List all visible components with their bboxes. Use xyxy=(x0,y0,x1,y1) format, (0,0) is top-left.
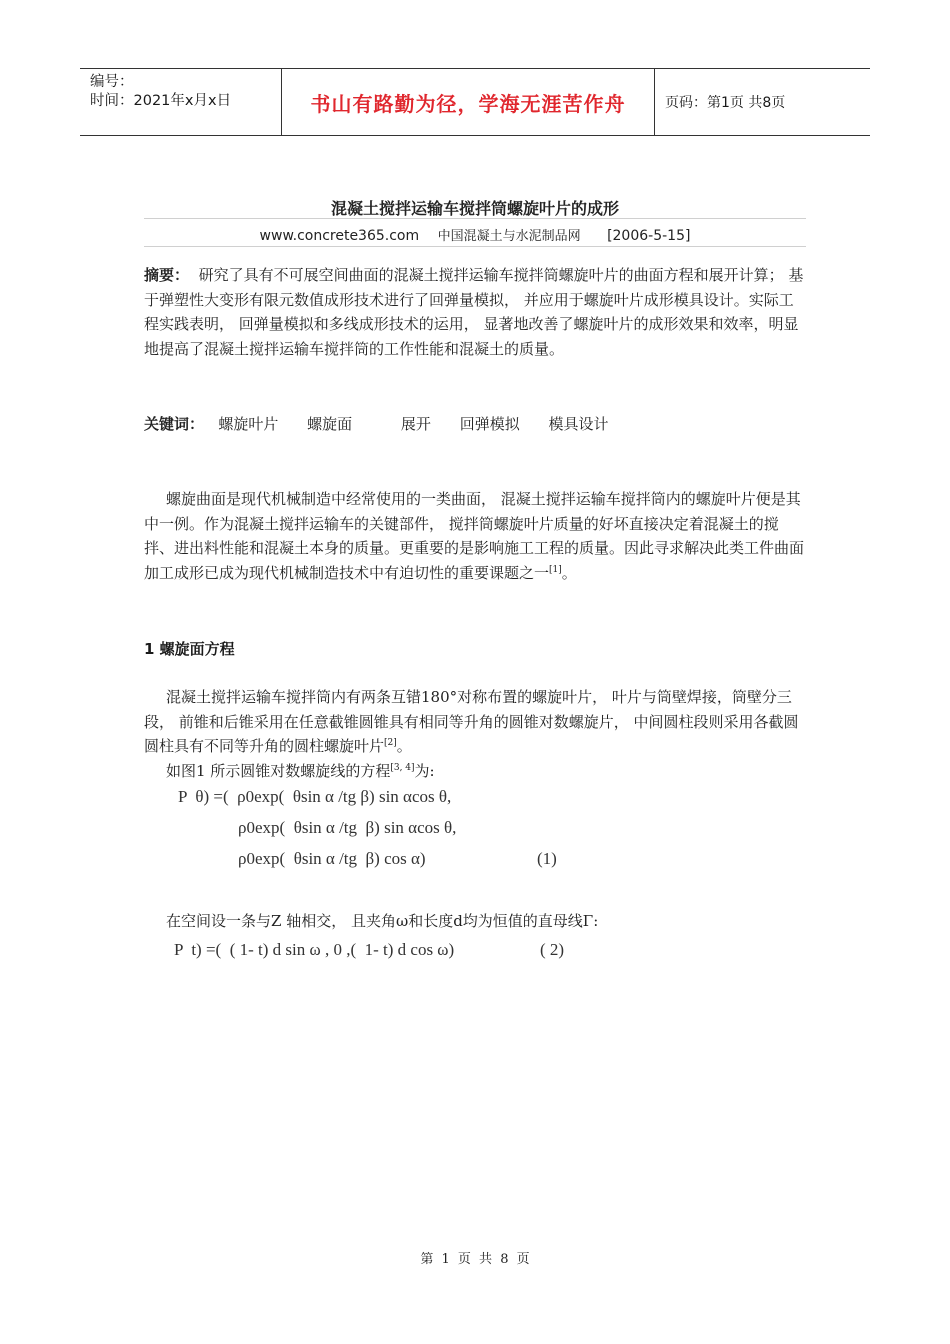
figure-reference xyxy=(144,759,806,784)
article-source xyxy=(0,225,950,244)
keyword-item: 模具设计 xyxy=(548,415,609,433)
keyword-item: 展开 xyxy=(400,415,431,433)
date-label: 时间：2021年x月x日 xyxy=(90,93,232,109)
section1-text: 混凝土搅拌运输车搅拌筒内有两条互错180°对称布置的螺旋叶片， 叶片与筒壁焊接，筒壁分三段， 前锥和后锥采用在任意截锥圆锥具有相同等升角的圆锥对数螺旋片， 中间圆柱段则采用各截圆圆柱具有不同等升角的圆柱螺旋叶片 xyxy=(144,688,799,756)
motto: 书山有路勤为径，学海无涯苦作舟 xyxy=(310,91,626,116)
header-meta-cell xyxy=(80,69,282,135)
equation-1-number: (1) xyxy=(537,849,557,868)
abstract xyxy=(144,263,806,361)
source-rule xyxy=(144,246,806,247)
keyword-item: 回弹模拟 xyxy=(459,415,520,433)
intro-ref: [1] xyxy=(549,564,562,575)
fig-ref: [3, 4] xyxy=(390,763,415,773)
section-heading: 1 螺旋面方程 xyxy=(144,640,235,658)
equation-1-line-2: ρ0exp( θsin α /tg β) sin αcos θ, xyxy=(238,818,457,837)
document-header xyxy=(80,68,870,136)
equation-1-line-3: ρ0exp( θsin α /tg β) cos α) xyxy=(238,849,426,868)
keywords xyxy=(144,412,806,437)
section1-end: 。 xyxy=(396,737,412,756)
fig-text: 如图1 所示圆锥对数螺旋线的方程 xyxy=(166,762,391,780)
equation-2-number: ( 2) xyxy=(540,940,565,959)
source-name: 中国混凝土与水泥制品网 xyxy=(437,229,581,244)
source-site: www.concrete365.com xyxy=(259,228,420,244)
title-rule xyxy=(144,218,806,219)
keyword-item: 螺旋面 xyxy=(307,415,353,433)
source-date: [2006-5-15] xyxy=(607,228,691,244)
page-footer: 第 1 页 共 8 页 xyxy=(420,1252,530,1267)
intro-text: 螺旋曲面是现代机械制造中经常使用的一类曲面， 混凝土搅拌运输车搅拌筒内的螺旋叶片便是其中一例。作为混凝土搅拌运输车的关键部件， 搅拌筒螺旋叶片质量的好坏直接决定着混凝土的搅拌、进出料性能和混凝土本身的质量。更重要的是影响施工工程的质量。因此寻求解决此类工件曲面加工成形已成为现代机械制造技术中有迫切性的重要课题之一 xyxy=(144,490,805,582)
abstract-text: 研究了具有不可展空间曲面的混凝土搅拌运输车搅拌筒螺旋叶片的曲面方程和展开计算； 基于弹塑性大变形有限元数值成形技术进行了回弹量模拟， 并应用于螺旋叶片成形模具设计。实际工程实践表明， 回弹量模拟和多线成形技术的运用， 显著地改善了螺旋叶片的成形效果和效率，明显地提高了混凝土搅拌运输车搅拌筒的工作性能和混凝土的质量。 xyxy=(144,266,804,358)
equation-2: P t) =( ( 1- t) d sin ω , 0 ,( 1- t) d cos ω) xyxy=(174,940,455,959)
keyword-item: 螺旋叶片 xyxy=(218,415,279,433)
section1-ref: [2] xyxy=(384,738,397,749)
header-motto-cell xyxy=(282,69,655,135)
fig-end: 为: xyxy=(414,762,435,780)
intro-paragraph xyxy=(144,487,806,585)
keywords-label: 关键词： xyxy=(144,415,205,433)
generatrix-sentence: 在空间设一条与Z 轴相交， 且夹角ω和长度d均为恒值的直母线Γ: xyxy=(166,912,599,930)
header-page-cell xyxy=(655,69,870,135)
page-label: 页码：第1页 共8页 xyxy=(665,95,786,111)
equation-1-line-1: P θ) =( ρ0exp( θsin α /tg β) sin αcos θ, xyxy=(178,787,452,806)
article-title: 混凝土搅拌运输车搅拌筒螺旋叶片的成形 xyxy=(330,199,619,218)
intro-end: 。 xyxy=(561,563,577,582)
abstract-label: 摘要： xyxy=(144,266,190,284)
section1-paragraph xyxy=(144,685,806,759)
number-label: 编号： xyxy=(90,74,134,90)
